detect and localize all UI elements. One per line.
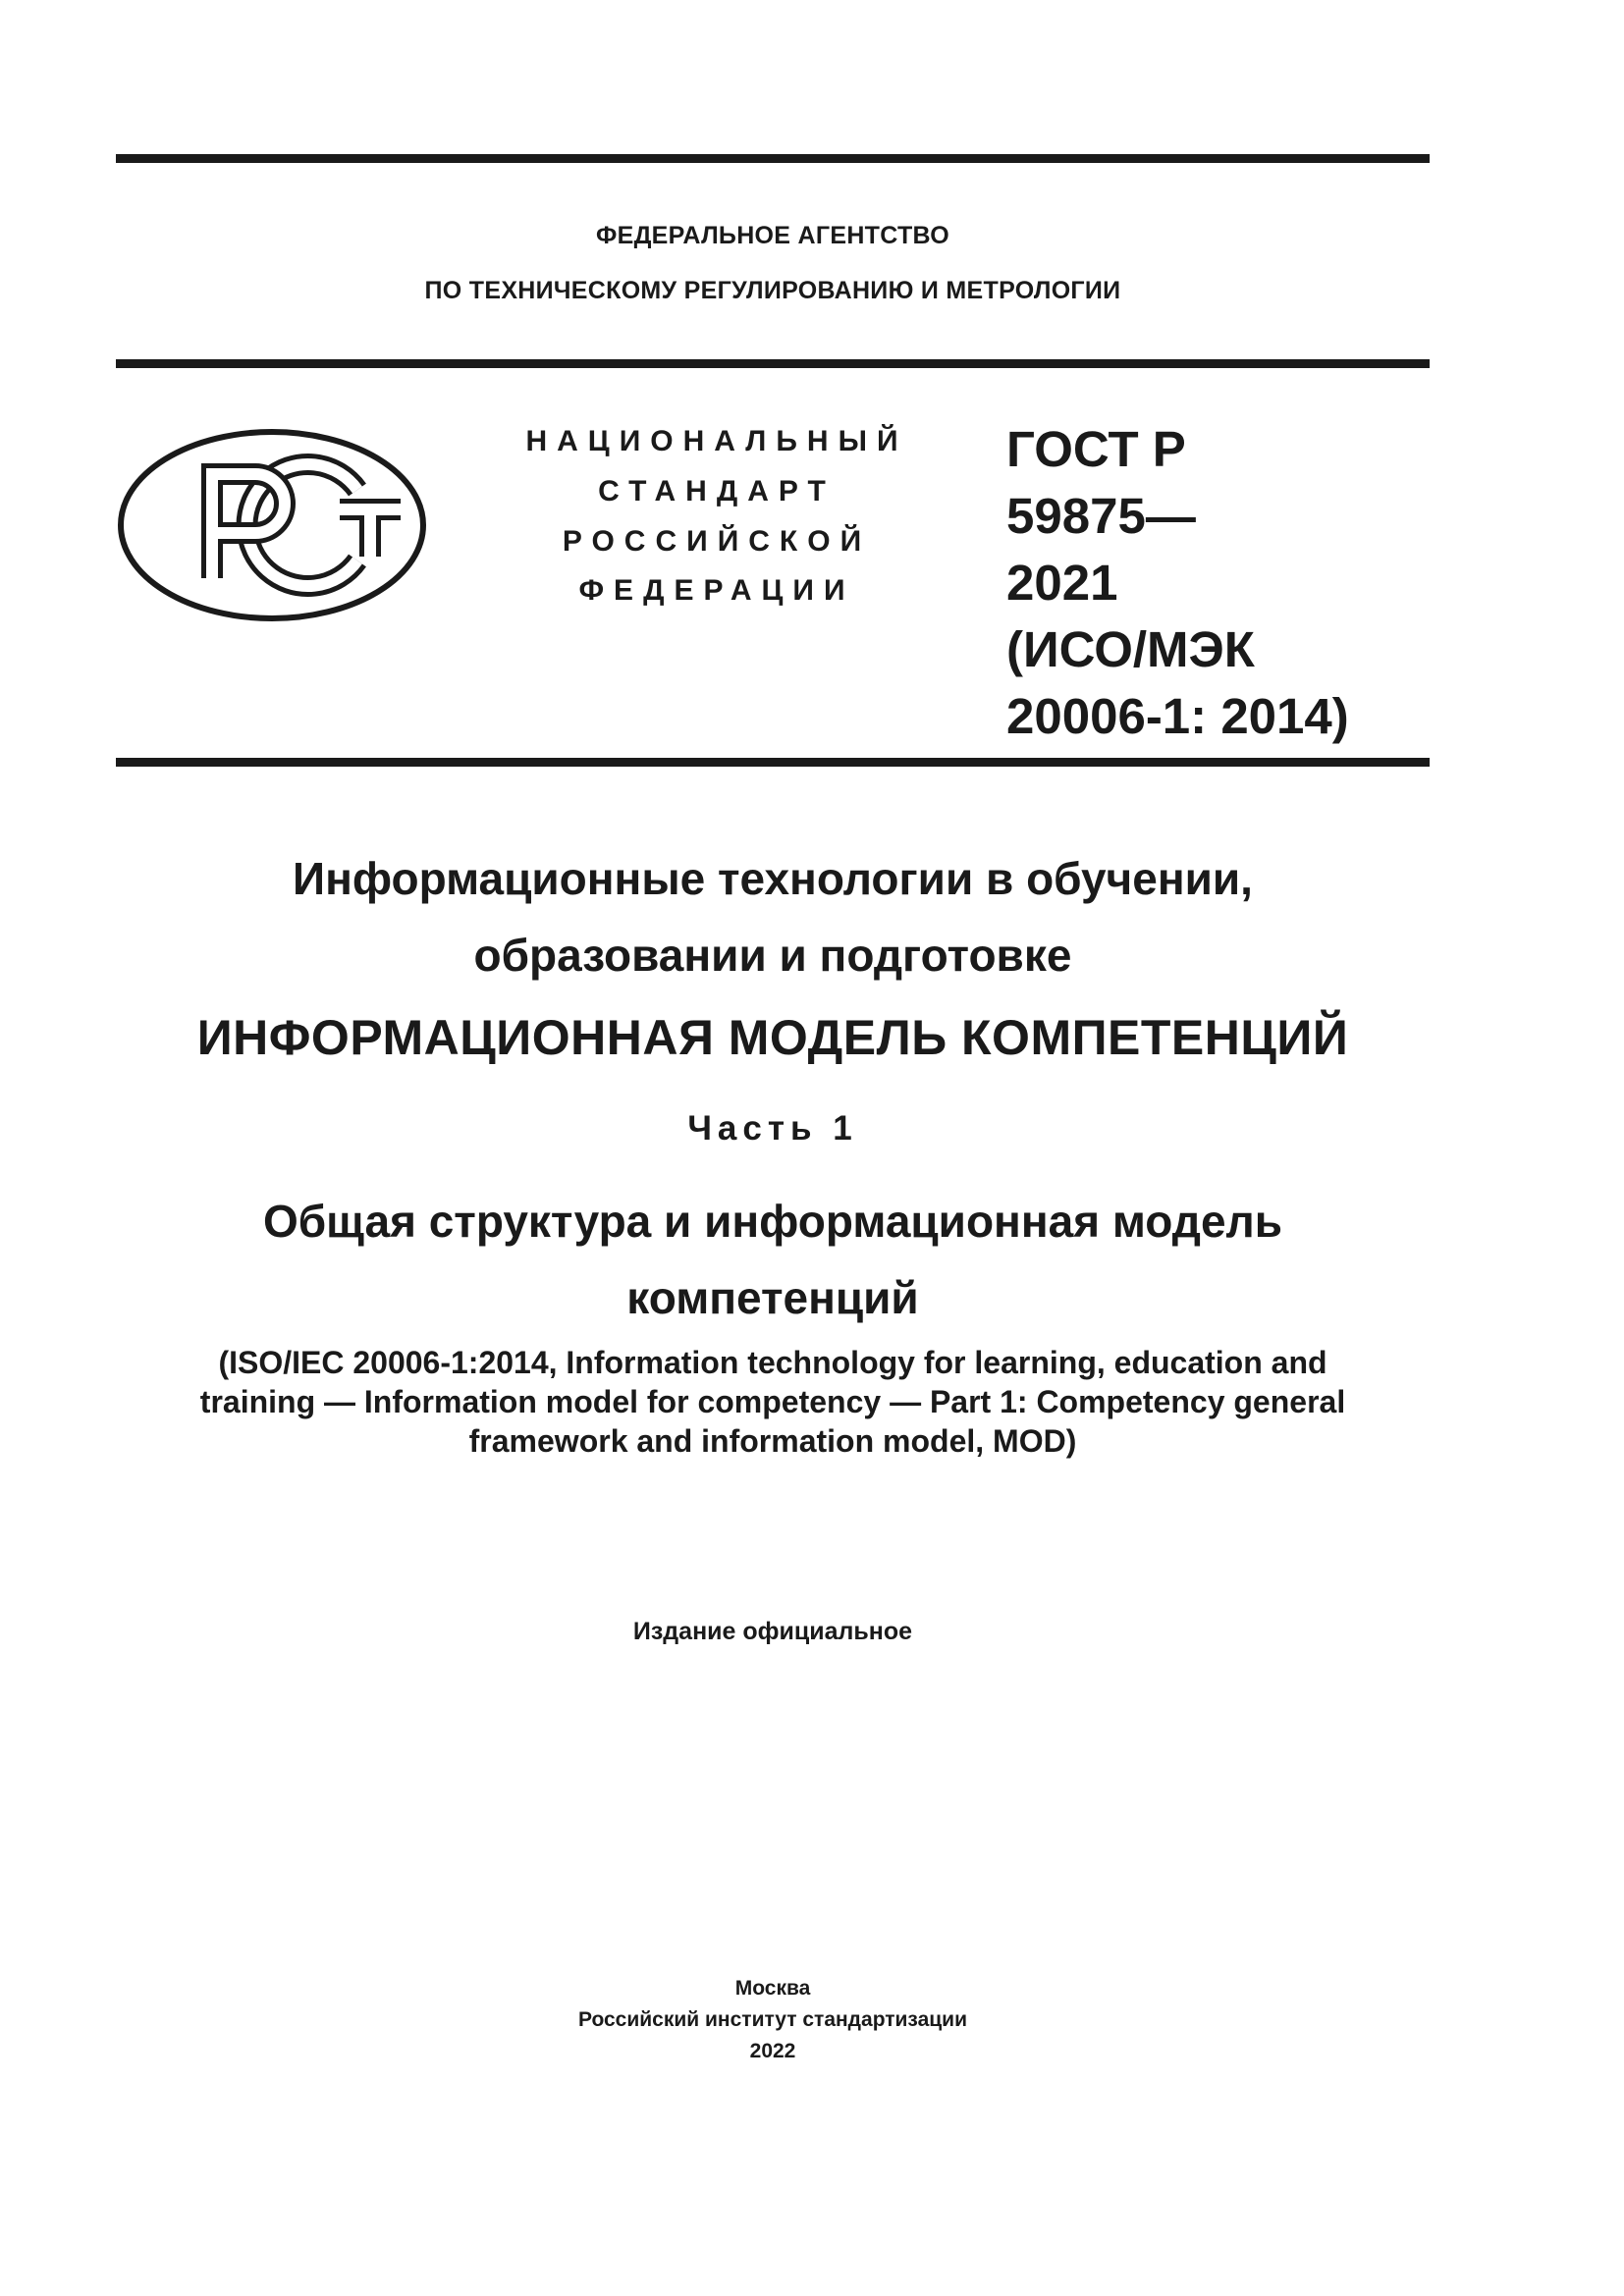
imprint-publisher: Российский институт стандартизации (577, 2008, 968, 2031)
iso-line-2: training — Information model for competency — Part 1: Competency general (199, 1384, 1346, 1419)
main-title (116, 840, 1430, 993)
edition-label: Издание официальное (632, 1618, 913, 1645)
iso-reference (116, 1343, 1430, 1461)
designation-line-3: 2021 (1006, 555, 1118, 611)
standard-type-line-3: РОССИЙСКОЙ (562, 525, 872, 558)
designation-rule (116, 758, 1430, 767)
part-title-line-2: компетенций (626, 1272, 919, 1323)
imprint-city: Москва (734, 1977, 811, 2000)
header-rule (116, 359, 1430, 368)
top-rule (116, 154, 1430, 163)
designation-line-2: 59875— (1006, 488, 1196, 544)
iso-line-1: (ISO/IEC 20006-1:2014, Information technology for learning, education and (218, 1345, 1327, 1380)
imprint (116, 1973, 1430, 2067)
designation-line-4: (ИСО/МЭК (1006, 621, 1255, 677)
designation-block (1006, 416, 1349, 750)
agency-line-2: ПО ТЕХНИЧЕСКОМУ РЕГУЛИРОВАНИЮ И МЕТРОЛОГИИ (424, 277, 1121, 304)
subject-title: ИНФОРМАЦИОННАЯ МОДЕЛЬ КОМПЕТЕНЦИЙ (196, 1010, 1349, 1065)
designation-line-1: ГОСТ Р (1006, 421, 1186, 477)
rst-logo-icon (116, 427, 428, 623)
designation-line-5: 20006-1: 2014) (1006, 688, 1349, 744)
main-title-line-2: образовании и подготовке (473, 930, 1072, 981)
standard-type-line-4: ФЕДЕРАЦИИ (578, 574, 855, 607)
agency-line-1: ФЕДЕРАЛЬНОЕ АГЕНТСТВО (595, 222, 950, 249)
imprint-year: 2022 (749, 2040, 796, 2062)
part-label: Часть 1 (687, 1109, 858, 1148)
part-title (116, 1183, 1430, 1336)
standard-type-line-1: НАЦИОНАЛЬНЫЙ (525, 425, 908, 457)
iso-line-3: framework and information model, MOD) (468, 1423, 1077, 1459)
standard-type-line-2: СТАНДАРТ (598, 475, 836, 507)
main-title-line-1: Информационные технологии в обучении, (293, 853, 1253, 904)
part-title-line-1: Общая структура и информационная модель (262, 1196, 1283, 1247)
